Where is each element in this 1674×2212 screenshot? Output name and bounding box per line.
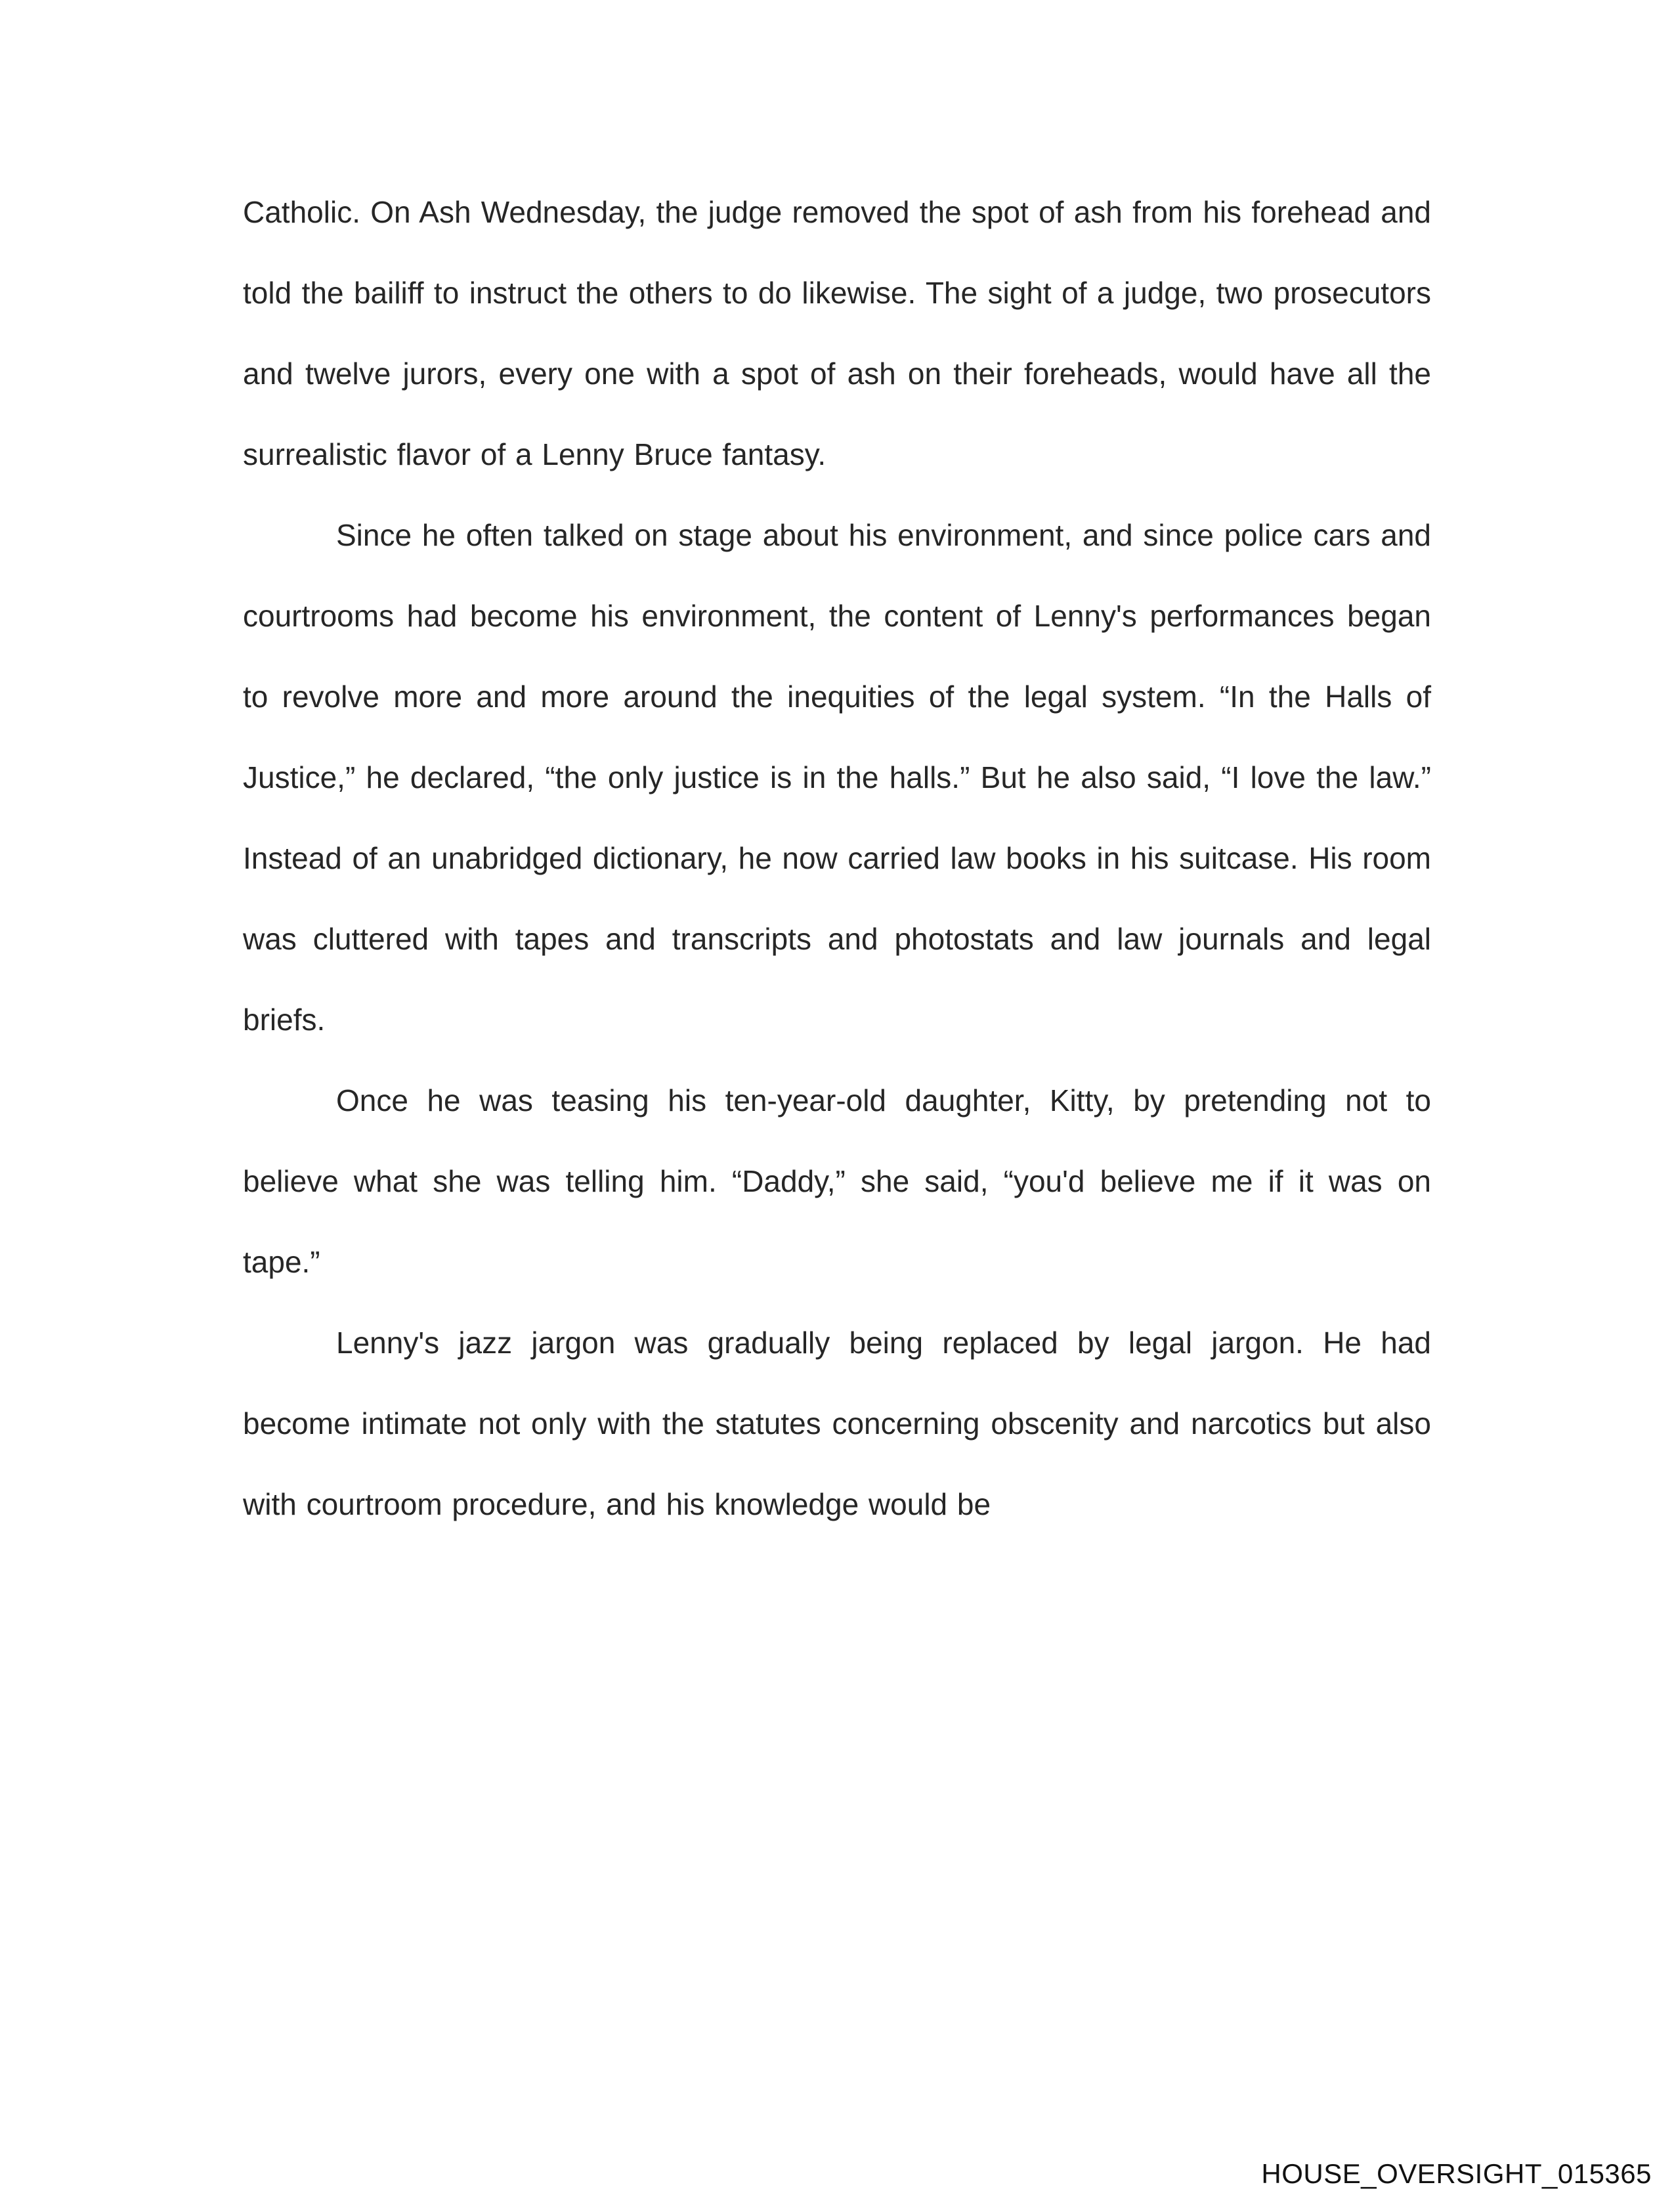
body-text (243, 172, 1431, 1545)
bates-stamp: HOUSE_OVERSIGHT_015365 (1261, 2158, 1652, 2189)
paragraph: Once he was teasing his ten-year-old daughter, Kitty, by pretending not to believe what she was telling him. “Daddy,” she said, “you'd believe me if it was on tape.” (243, 1083, 1431, 1279)
paragraph: Catholic. On Ash Wednesday, the judge removed the spot of ash from his forehead and told the bailiff to instruct the others to do likewise. The sight of a judge, two prosecutors and twelve jurors, every one with a spot of ash on their foreheads, would have all the surrealistic flavor of a Lenny Bruce fantasy. (243, 195, 1431, 471)
paragraph: Lenny's jazz jargon was gradually being replaced by legal jargon. He had become intimate not only with the statutes concerning obscenity and narcotics but also with courtroom procedure, and his knowledge would be (243, 1326, 1431, 1521)
paragraph: Since he often talked on stage about his environment, and since police cars and courtrooms had become his environment, the content of Lenny's performances began to revolve more and more around the inequities of the legal system. “In the Halls of Justice,” he declared, “the only justice is in the halls.” But he also said, “I love the law.” Instead of an unabridged dictionary, he now carried law books in his suitcase. His room was cluttered with tapes and transcripts and photostats and law journals and legal briefs. (243, 518, 1431, 1037)
